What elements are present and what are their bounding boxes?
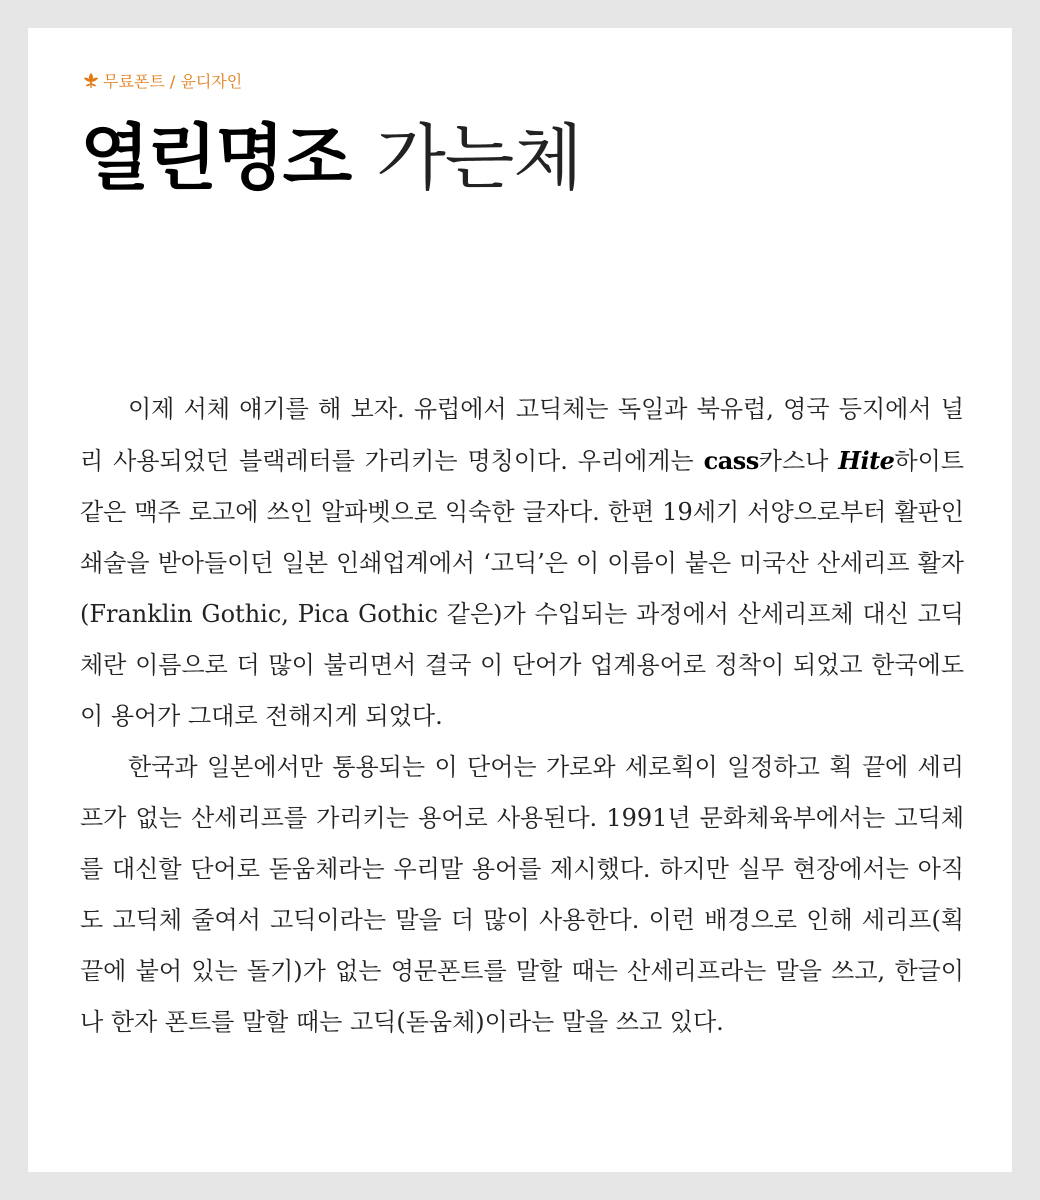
font-weight-light: 가는체 [376, 116, 582, 200]
font-name-bold: 열린명조 [80, 116, 351, 200]
paragraph-1-part-3: 하이트 같은 맥주 로고에 쓰인 알파벳으로 익숙한 글자다. 한편 19세기 서양으로부터 활판인쇄술을 받아들이던 일본 인쇄업계에서 ‘고딕’은 이 이름이 붙은 미국산 산세리프 활자(Franklin Gothic, Pica Gothic 같은)가 수입되는 과정에서 산세리프체 대신 고딕체란 이름으로 더 많이 불리면서 결국 이 단어가 업계용어로 정착이 되었고 한국에도 이 용어가 그대로 전해지게 되었다. [80, 447, 964, 730]
article-body [80, 384, 964, 1048]
leaf-icon [82, 71, 100, 89]
paragraph-1 [80, 384, 964, 742]
cass-logo: cass [703, 446, 759, 475]
paragraph-1-part-2: 카스나 [758, 447, 839, 475]
category-tag-text: 무료폰트 / 윤디자인 [103, 71, 243, 91]
category-tag [82, 68, 242, 92]
content-card [28, 28, 1012, 1172]
font-title [80, 100, 582, 200]
hite-logo: Hite [838, 446, 895, 475]
paragraph-1-part-1: 이제 서체 얘기를 해 보자. 유럽에서 고딕체는 독일과 북유럽, 영국 등지에서 널리 사용되었던 블랙레터를 가리키는 명칭이다. 우리에게는 [80, 395, 964, 475]
paragraph-2: 한국과 일본에서만 통용되는 이 단어는 가로와 세로획이 일정하고 획 끝에 세리프가 없는 산세리프를 가리키는 용어로 사용된다. 1991년 문화체육부에서는 고딕체를 대신할 단어로 돋움체라는 우리말 용어를 제시했다. 하지만 실무 현장에서는 아직도 고딕체 줄여서 고딕이라는 말을 더 많이 사용한다. 이런 배경으로 인해 세리프(획 끝에 붙어 있는 돌기)가 없는 영문폰트를 말할 때는 산세리프라는 말을 쓰고, 한글이나 한자 폰트를 말할 때는 고딕(돋움체)이라는 말을 쓰고 있다. [80, 753, 964, 1036]
